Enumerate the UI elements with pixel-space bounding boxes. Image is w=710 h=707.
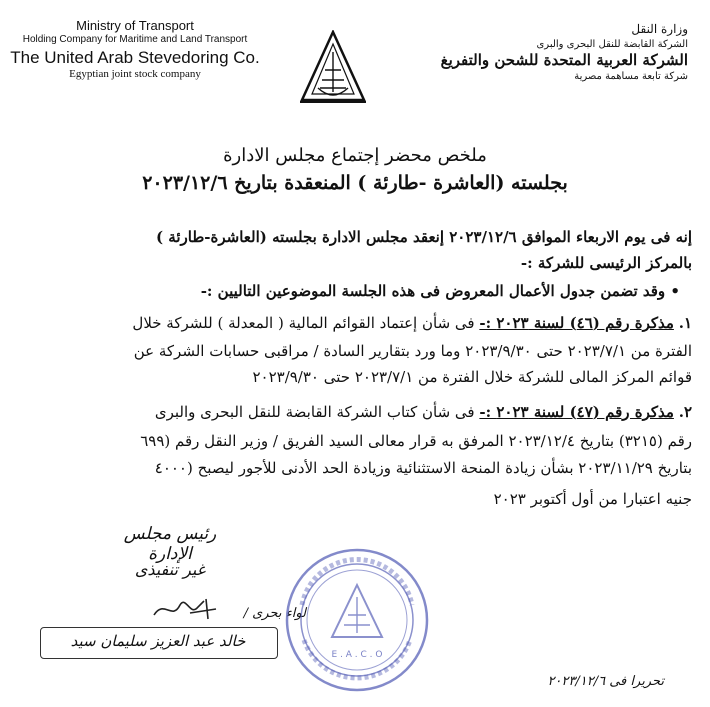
company-stamp bbox=[282, 545, 432, 695]
item-2-line-2: رقم (٣٢١٥) بتاريخ ٢٠٢٣/١٢/٤ المرفق به قرار معالى السيد الفريق / وزير النقل رقم (٦٩٩ bbox=[140, 432, 692, 450]
item-1-line-2: الفترة من ٢٠٢٣/٧/١ حتى ٢٠٢٣/٩/٣٠ وما ورد بتقارير السادة / مراقبى حسابات الشركة عن bbox=[133, 342, 692, 360]
company-logo bbox=[298, 30, 368, 105]
chairman-subtitle: غير تنفيذى bbox=[134, 560, 206, 579]
company-type-en: Egyptian joint stock company bbox=[69, 68, 201, 80]
ministry-en: Ministry of Transport bbox=[76, 18, 194, 33]
intro-line-2: بالمركز الرئيسى للشركة :- bbox=[520, 254, 692, 272]
english-letterhead bbox=[0, 18, 270, 82]
item-2-heading: مذكرة رقم (٤٧) لسنة ٢٠٢٣ :- bbox=[479, 403, 674, 421]
document-subtitle: بجلسته (العاشرة -طارئة ) المنعقدة بتاريخ ٢٠٢٣/١٢/٦ bbox=[142, 172, 568, 194]
signatory-rank: لواء بحرى / bbox=[243, 606, 306, 621]
item-1-number: ١. bbox=[678, 314, 692, 332]
item-2-number: ٢. bbox=[678, 403, 692, 421]
signatory-name: خالد عبد العزيز سليمان سيد bbox=[70, 632, 246, 650]
stamp-code: E . A . C . O bbox=[331, 650, 383, 660]
item-2-line-1 bbox=[155, 403, 692, 421]
bullet-icon: • bbox=[665, 282, 680, 300]
agenda-line bbox=[201, 282, 680, 300]
company-ar: الشركة العربية المتحدة للشحن والتفريغ bbox=[440, 50, 688, 69]
item-1-text-1: فى شأن إعتماد القوائم المالية ( المعدلة ) للشركة خلال bbox=[132, 314, 475, 332]
item-2-line-4: جنيه اعتبارا من أول أكتوبر ٢٠٢٣ bbox=[493, 490, 692, 508]
agenda-text: وقد تضمن جدول الأعمال المعروض فى هذه الجلسة الموضوعين التاليين :- bbox=[200, 282, 666, 300]
arabic-letterhead bbox=[428, 22, 688, 83]
issue-date: تحريرا فى ٢٠٢٣/١٢/٦ bbox=[547, 674, 664, 689]
intro-line-1: إنه فى يوم الاربعاء الموافق ٢٠٢٣/١٢/٦ إنعقد مجلس الادارة بجلسته (العاشرة-طارئة ) bbox=[155, 228, 692, 246]
document-title: ملخص محضر إجتماع مجلس الادارة bbox=[223, 145, 487, 166]
item-2-text-1: فى شأن كتاب الشركة القابضة للنقل البحرى والبرى bbox=[154, 403, 475, 421]
company-en: The United Arab Stevedoring Co. bbox=[10, 47, 260, 67]
holding-en: Holding Company for Maritime and Land Transport bbox=[22, 34, 248, 46]
item-1-heading: مذكرة رقم (٤٦) لسنة ٢٠٢٣ :- bbox=[479, 314, 674, 332]
chairman-title: رئيس مجلس الإدارة bbox=[123, 524, 217, 564]
handwritten-signature bbox=[150, 595, 220, 623]
company-type-ar: شركة تابعة مساهمة مصرية bbox=[574, 71, 688, 83]
item-1-line-1 bbox=[132, 314, 692, 332]
item-2-line-3: بتاريخ ٢٠٢٣/١١/٢٩ بشأن زيادة المنحة الاستثنائية وزيادة الحد الأدنى للأجور ليصبح (٤٠٠٠ bbox=[154, 459, 692, 477]
ministry-ar: وزارة النقل bbox=[631, 22, 688, 36]
holding-ar: الشركة القابضة للنقل البحرى والبرى bbox=[536, 38, 688, 50]
item-1-line-3: قوائم المركز المالى للشركة خلال الفترة من ٢٠٢٣/٧/١ حتى ٢٠٢٣/٩/٣٠ bbox=[252, 368, 692, 386]
